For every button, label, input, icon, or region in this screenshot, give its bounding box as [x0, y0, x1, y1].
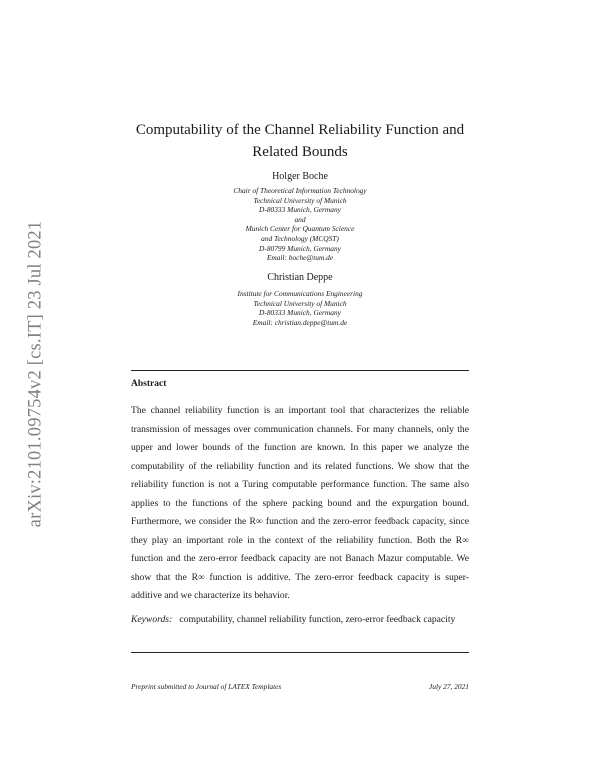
- footer-preprint-note: Preprint submitted to Journal of LATEX Templates: [131, 682, 282, 691]
- affiliation-line: D-80333 Munich, Germany: [259, 308, 341, 318]
- author-affiliation: [150, 186, 450, 263]
- affiliation-email[interactable]: Email: christian.deppe@tum.de: [252, 317, 348, 327]
- abstract-body: The channel reliability function is an important tool that characterizes the reliable transmission of messages over communication channels. For many channels, only the upper and lower bounds of the function are known. In this paper we analyze the computability of the reliability function and its related functions. We show that the reliability function is not a Turing computable performance function. The same also applies to the functions of the sphere packing bound and the expurgation bound. Furthermore, we consider the R∞ function and the zero-error feedback capacity, since they play an important role in the context of the reliability function. Both the R∞ function and the zero-error feedback capacity are not Banach Mazur computable. We show that the R∞ function is additive. The zero-error feedback capacity is super-additive and we characterize its behavior.: [131, 405, 469, 601]
- affiliation-line: and: [294, 214, 306, 224]
- author-name: Christian Deppe: [267, 272, 333, 283]
- affiliation-line: Technical University of Munich: [253, 298, 347, 308]
- affiliation-line: Institute for Communications Engineering: [237, 289, 363, 298]
- paper-title: [120, 119, 480, 163]
- author-name: Holger Boche: [272, 171, 328, 182]
- affiliation-line: D-80333 Munich, Germany: [259, 205, 341, 215]
- abstract-bottom-rule: [131, 652, 469, 653]
- footer-date: July 27, 2021: [428, 682, 469, 691]
- affiliation-line: Technical University of Munich: [253, 195, 347, 205]
- title-line-2: Related Bounds: [252, 144, 348, 160]
- author-affiliation: [150, 289, 450, 327]
- abstract-heading: Abstract: [131, 379, 167, 389]
- arxiv-identifier: arXiv:2101.09754v2 [cs.IT] 23 Jul 2021: [25, 220, 46, 528]
- affiliation-email[interactable]: Email: boche@tum.de: [266, 253, 334, 263]
- keywords: [131, 611, 469, 630]
- affiliation-line: Chair of Theoretical Information Technology: [233, 186, 367, 195]
- affiliation-line: Munich Center for Quantum Science: [245, 224, 355, 234]
- affiliation-line: D-80799 Munich, Germany: [259, 243, 341, 253]
- affiliation-line: and Technology (MCQST): [261, 233, 339, 243]
- keywords-label: Keywords:: [131, 614, 173, 625]
- abstract-top-rule: [131, 370, 469, 371]
- keywords-text: computability, channel reliability function, zero-error feedback capacity: [179, 614, 456, 625]
- title-line-1: Computability of the Channel Reliability Function and: [135, 122, 465, 138]
